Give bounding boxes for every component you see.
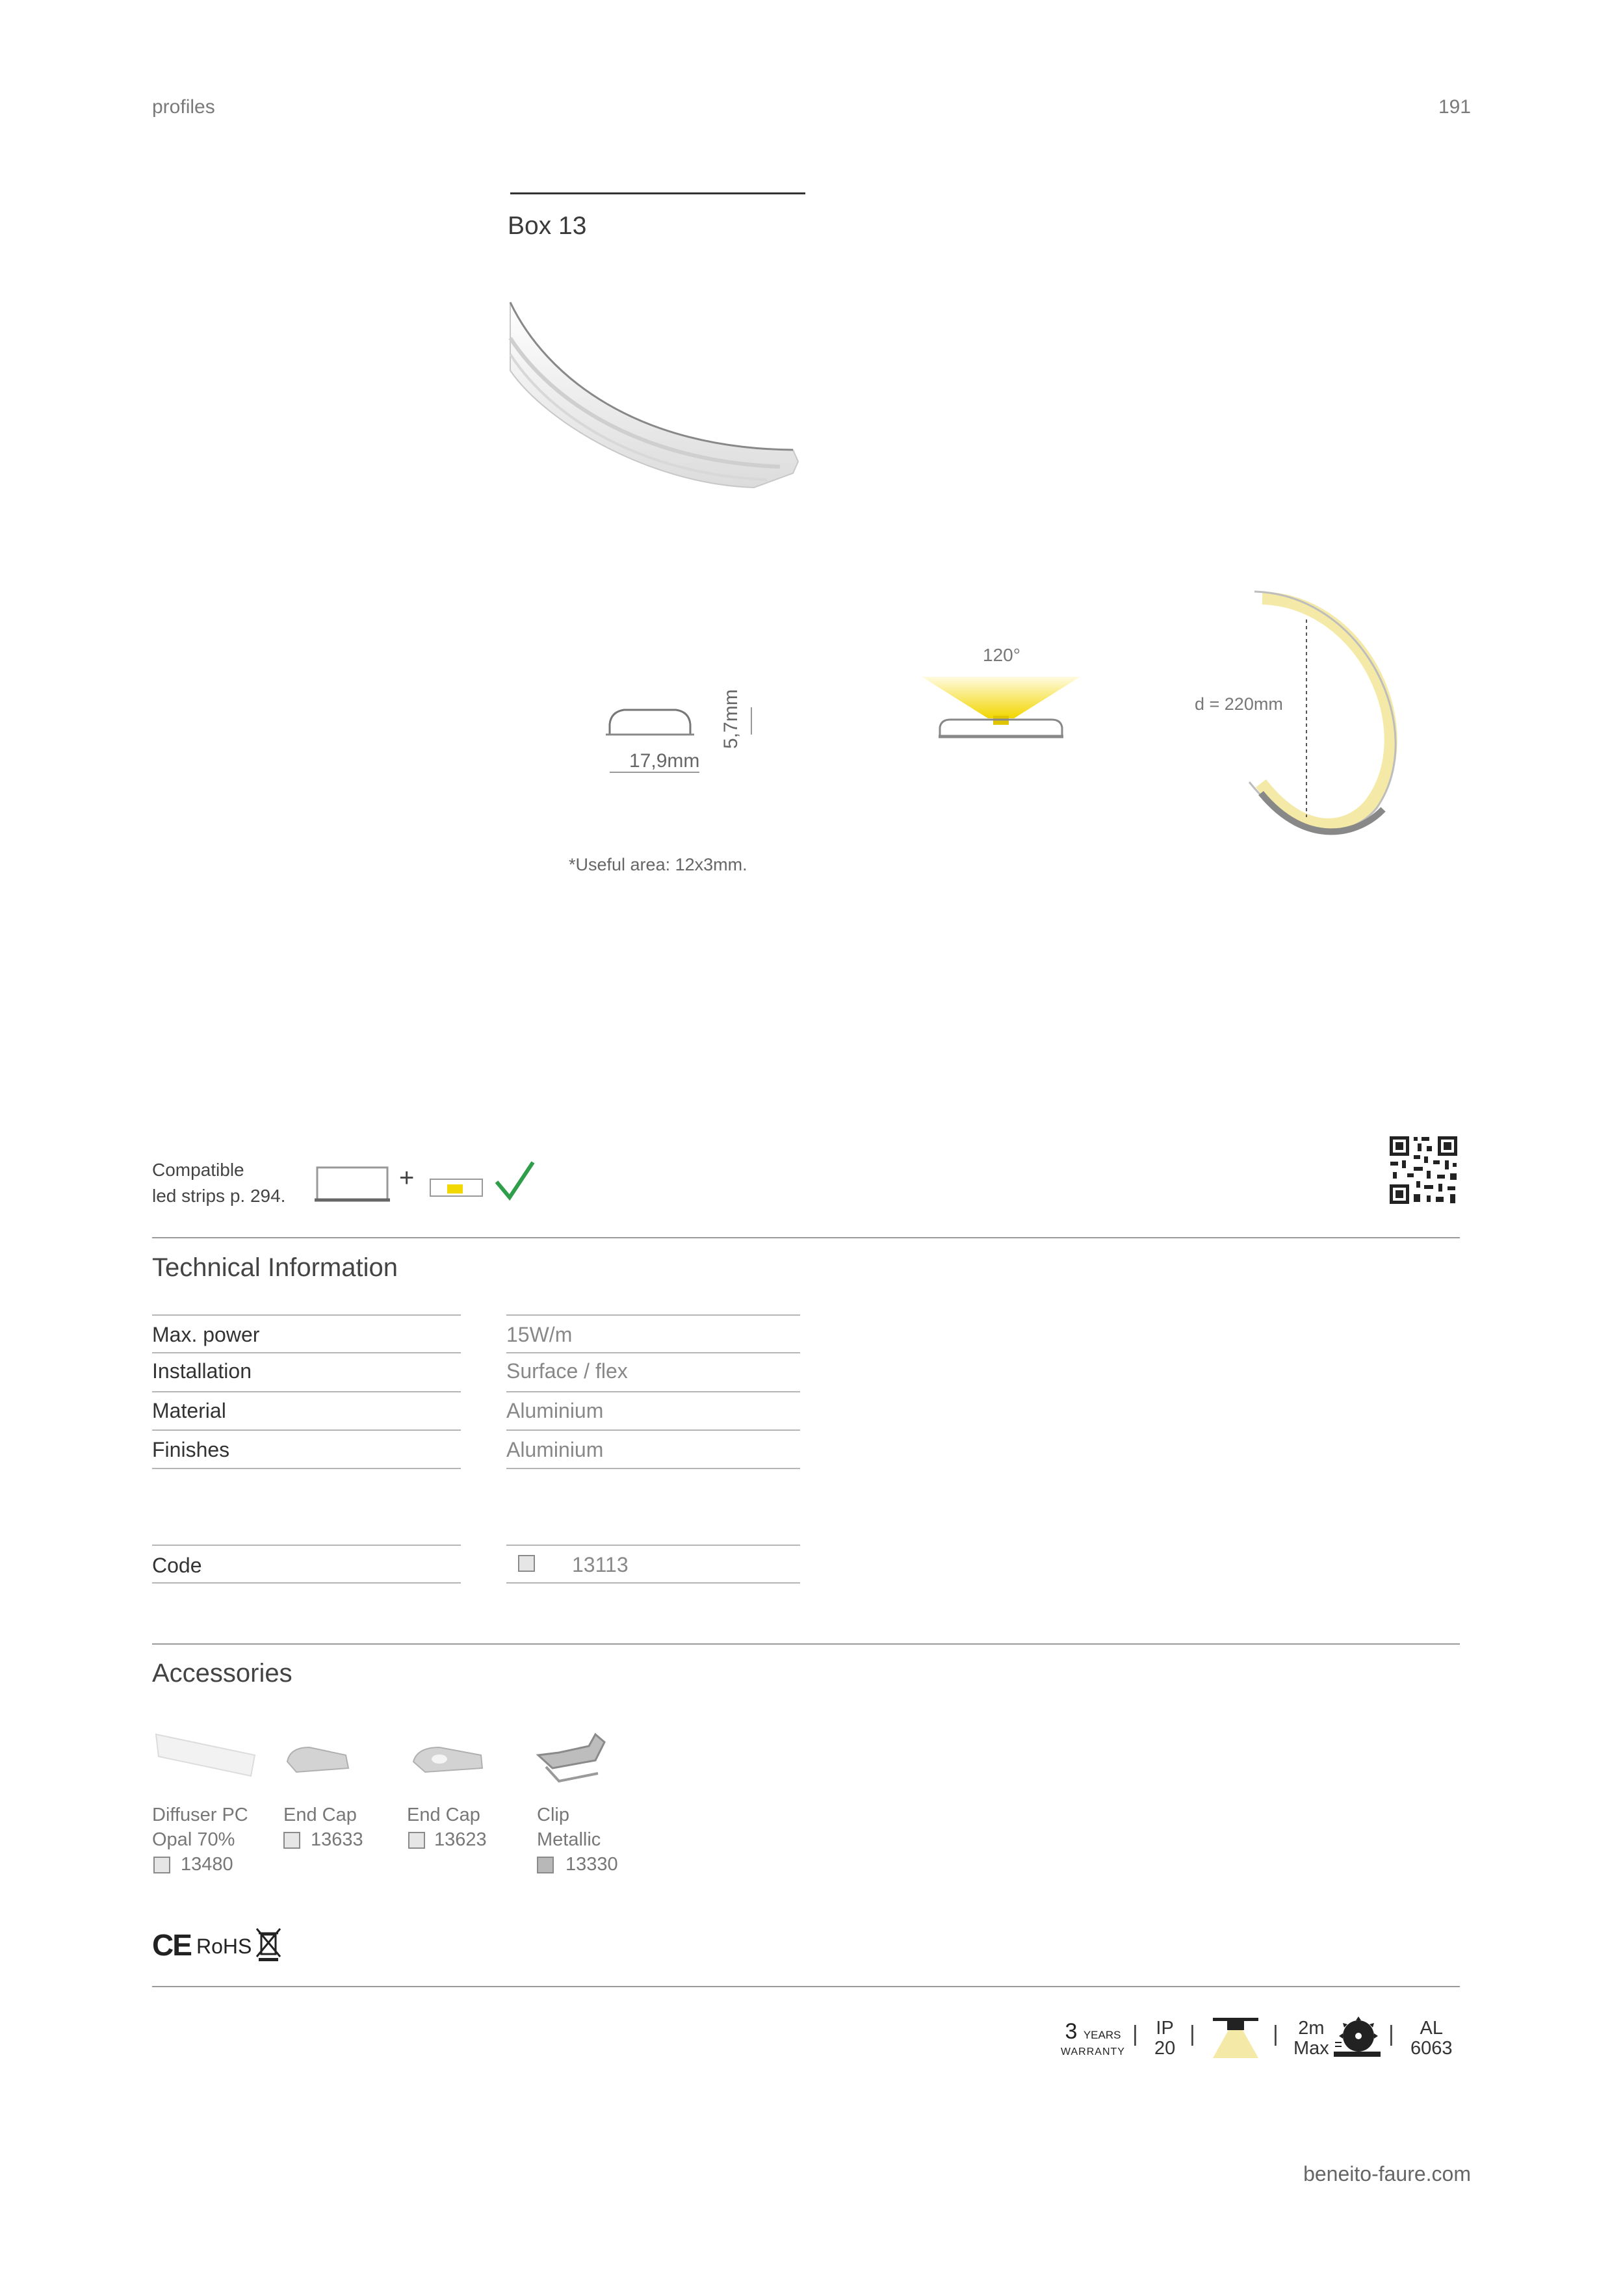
separator: |	[1132, 2022, 1138, 2046]
checkmark-icon	[493, 1157, 537, 1204]
beam-angle-diagram	[916, 673, 1085, 744]
length-value: 2m	[1298, 2018, 1325, 2039]
table-rule	[152, 1352, 461, 1353]
warranty-number-row	[1061, 2020, 1125, 2046]
spec-value-max-power: 15W/m	[506, 1323, 573, 1346]
alloy-spec	[1410, 2018, 1453, 2059]
accessory-code: 13623	[434, 1829, 487, 1850]
spec-value-finishes: Aluminium	[506, 1438, 604, 1461]
bend-diameter-label: d = 220mm	[1195, 694, 1283, 714]
code-value: 13113	[572, 1553, 629, 1576]
accessory-diffuser	[152, 1803, 248, 1877]
ip-label: IP	[1156, 2018, 1174, 2039]
beam-angle-label: 120°	[983, 645, 1020, 665]
title-rule	[510, 192, 805, 194]
accessory-code: 13330	[565, 1854, 618, 1875]
cut-to-size-saw-icon	[1332, 2014, 1382, 2058]
table-rule	[152, 1545, 461, 1546]
table-rule	[152, 1314, 461, 1316]
table-rule	[506, 1352, 800, 1353]
accessory-code-row	[537, 1852, 618, 1877]
max-length	[1293, 2018, 1329, 2059]
accessory-code: 13480	[181, 1854, 233, 1875]
warranty-badge	[1061, 2020, 1125, 2058]
accessory-code: 13633	[311, 1829, 363, 1850]
ip-value: 20	[1154, 2038, 1176, 2059]
finish-swatch	[518, 1555, 535, 1572]
finish-swatch	[283, 1832, 300, 1849]
accessory-clip	[537, 1803, 618, 1877]
led-strip-icon	[429, 1177, 484, 1199]
product-render-image	[507, 299, 806, 507]
surface-mount-light-icon	[1210, 2016, 1261, 2059]
accessory-name: End Cap	[407, 1805, 480, 1825]
table-rule	[152, 1429, 461, 1431]
alloy-label: AL	[1420, 2018, 1443, 2039]
finish-swatch	[408, 1832, 425, 1849]
accessory-code-row	[152, 1852, 248, 1877]
footer-divider	[152, 1986, 1460, 1987]
end-cap-with-hole-image	[409, 1742, 487, 1781]
accessory-detail: Opal 70%	[152, 1829, 235, 1850]
section-label: profiles	[152, 96, 215, 118]
table-rule	[506, 1545, 800, 1546]
weee-bin-icon	[255, 1927, 282, 1962]
length-label: Max	[1293, 2038, 1329, 2059]
table-rule	[506, 1468, 800, 1469]
accessory-detail: Metallic	[537, 1829, 601, 1850]
accessories-title: Accessories	[152, 1659, 292, 1688]
spec-label-max-power: Max. power	[152, 1323, 260, 1346]
spec-label-finishes: Finishes	[152, 1438, 230, 1461]
separator: |	[1388, 2022, 1394, 2046]
ce-mark-icon: CE	[152, 1928, 191, 1962]
accessories-divider	[152, 1643, 1460, 1645]
bend-diameter-diagram	[1222, 588, 1430, 848]
compatible-line-1: Compatible	[152, 1160, 244, 1180]
profile-icon	[313, 1164, 391, 1204]
accessory-name: End Cap	[283, 1805, 357, 1825]
compatible-line-2: led strips p. 294.	[152, 1186, 286, 1206]
finish-swatch-metallic	[537, 1857, 554, 1873]
technical-information-title: Technical Information	[152, 1253, 398, 1282]
separator: |	[1189, 2022, 1195, 2046]
compatible-note	[152, 1157, 285, 1209]
table-rule	[152, 1391, 461, 1392]
spec-label-material: Material	[152, 1399, 226, 1422]
table-rule	[506, 1429, 800, 1431]
accessory-end-cap-2	[407, 1803, 487, 1852]
table-rule	[506, 1314, 800, 1316]
accessory-end-cap-1	[283, 1803, 363, 1852]
metallic-clip-image	[533, 1729, 611, 1788]
accessory-code-row	[283, 1827, 363, 1852]
rohs-label: RoHS	[196, 1935, 252, 1958]
separator: |	[1273, 2022, 1279, 2046]
warranty-number: 3	[1065, 2019, 1078, 2044]
warranty-label: WARRANTY	[1061, 2046, 1125, 2057]
finish-swatch	[153, 1857, 170, 1873]
table-rule	[152, 1468, 461, 1469]
website-link[interactable]: beneito-faure.com	[1303, 2162, 1471, 2185]
spec-label-installation: Installation	[152, 1359, 252, 1383]
height-dimension: 5,7mm	[720, 689, 742, 749]
plus-sign: +	[399, 1164, 415, 1192]
accessory-name: Clip	[537, 1805, 569, 1825]
end-cap-image	[283, 1742, 355, 1781]
qr-code-icon	[1388, 1134, 1459, 1206]
technical-divider	[152, 1237, 1460, 1238]
code-label: Code	[152, 1554, 202, 1577]
width-dimension: 17,9mm	[629, 750, 700, 772]
product-title: Box 13	[508, 212, 587, 240]
table-rule	[506, 1582, 800, 1584]
table-rule	[152, 1582, 461, 1584]
page-number: 191	[1438, 96, 1471, 118]
alloy-value: 6063	[1410, 2038, 1453, 2059]
accessory-code-row	[407, 1827, 487, 1852]
diffuser-image	[153, 1729, 257, 1781]
accessory-name: Diffuser PC	[152, 1805, 248, 1825]
warranty-years: YEARS	[1083, 2029, 1121, 2041]
ip-rating	[1154, 2018, 1175, 2059]
spec-value-material: Aluminium	[506, 1399, 604, 1422]
table-rule	[506, 1391, 800, 1392]
useful-area-note: *Useful area: 12x3mm.	[569, 855, 747, 874]
spec-value-installation: Surface / flex	[506, 1359, 628, 1383]
